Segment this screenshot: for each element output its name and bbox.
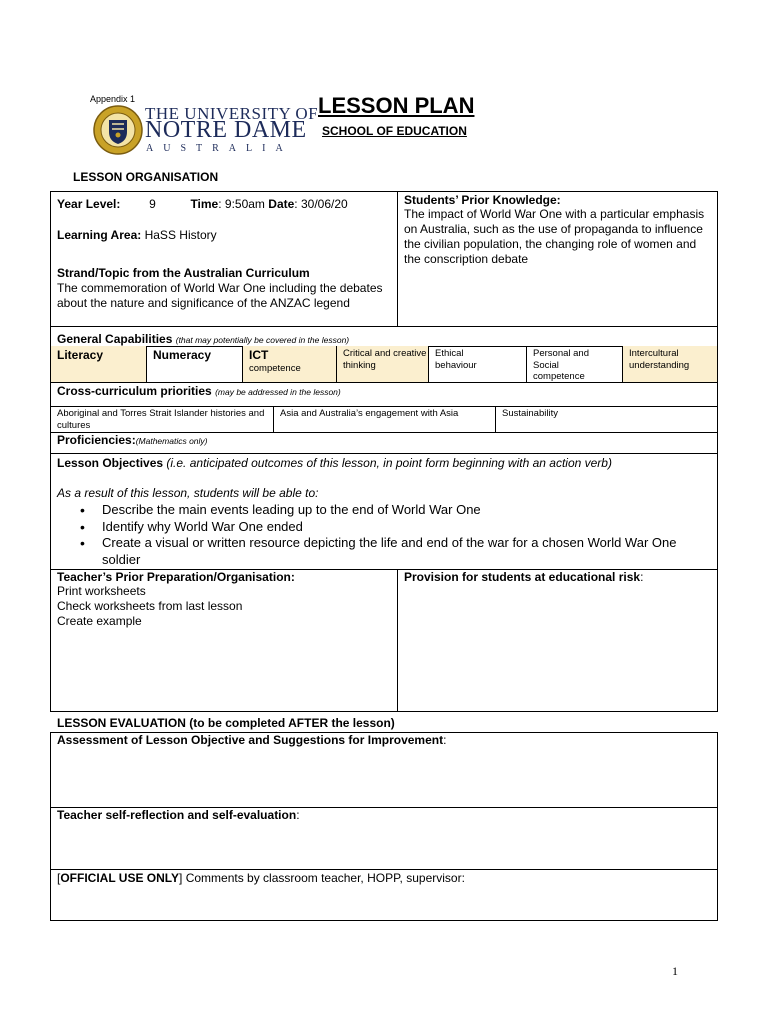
university-crest-icon <box>92 104 144 156</box>
capability-personal-social <box>527 346 623 382</box>
lesson-evaluation-table <box>50 732 718 921</box>
proficiencies-note: (Mathematics only) <box>135 436 208 446</box>
reflection-suffix: : <box>296 808 300 822</box>
capability-label: ICT <box>249 348 269 362</box>
proficiencies-heading <box>57 433 208 449</box>
capability-label: Intercultural understanding <box>629 348 690 371</box>
risk-label: Provision for students at educational risk <box>404 570 641 584</box>
risk-suffix: : <box>640 570 644 584</box>
learning-area-value: HaSS History <box>144 228 217 242</box>
preparation-list <box>57 584 242 629</box>
objectives-label: Lesson Objectives <box>57 456 164 470</box>
official-bracket: [ <box>57 871 61 885</box>
objective-item: • Describe the main events leading up to the end of World War One <box>102 502 695 519</box>
priority-sustainability: Sustainability <box>502 408 558 419</box>
priority-aboriginal: Aboriginal and Torres Strait Islander histories and cultures <box>57 408 265 431</box>
preparation-item: Print worksheets <box>57 584 146 598</box>
capability-numeracy <box>147 346 243 382</box>
priority-asia: Asia and Australia’s engagement with Asia <box>280 408 459 419</box>
preparation-item: Create example <box>57 614 142 628</box>
assessment-label: Assessment of Lesson Objective and Suggestions for Improvement <box>57 733 444 747</box>
objective-item: • Create a visual or written resource depicting the life and end of the war for a chosen World War One soldier <box>102 535 695 568</box>
capability-intercultural <box>623 346 717 382</box>
cross-curriculum-note: (may be addressed in the lesson) <box>215 387 341 397</box>
document-title: LESSON PLAN <box>318 93 475 118</box>
date-value: : 30/06/20 <box>294 197 348 211</box>
objectives-heading <box>57 456 612 471</box>
official-use-label: OFFICIAL USE ONLY <box>60 871 180 885</box>
divider <box>50 326 718 327</box>
year-level-row <box>57 197 348 212</box>
preparation-label: Teacher’s Prior Preparation/Organisation: <box>57 570 295 584</box>
cross-curriculum-label: Cross-curriculum priorities <box>57 384 212 398</box>
page-number: 1 <box>672 964 678 978</box>
prior-knowledge-label: Students’ Prior Knowledge: <box>404 193 561 207</box>
capability-label: Literacy <box>57 348 104 362</box>
objectives-note: (i.e. anticipated outcomes of this lesson, in point form beginning with an action verb) <box>166 456 612 470</box>
cross-curriculum-heading <box>57 384 341 400</box>
university-name-line1: THE UNIVERSITY OF <box>145 104 319 123</box>
strand-label: Strand/Topic from the Australian Curriculum <box>57 266 310 280</box>
learning-area-label: Learning Area: <box>57 228 142 242</box>
capability-label: Numeracy <box>153 348 212 362</box>
official-use-text: ] Comments by classroom teacher, HOPP, supervisor: <box>179 871 465 885</box>
divider <box>273 406 274 432</box>
divider <box>50 453 718 454</box>
university-name-line3: AUSTRALIA <box>146 143 293 154</box>
general-capabilities-label: General Capabilities <box>57 332 173 346</box>
assessment-heading <box>57 733 446 748</box>
capability-critical-creative <box>337 346 429 382</box>
capability-sublabel: competence <box>249 363 301 374</box>
reflection-label: Teacher self-reflection and self-evaluation <box>57 808 297 822</box>
divider <box>50 382 718 383</box>
learning-area-row <box>57 228 217 243</box>
assessment-suffix: : <box>443 733 447 747</box>
time-label: Time <box>190 197 219 211</box>
year-level-value: 9 <box>149 197 156 211</box>
general-capabilities-note: (that may potentially be covered in the lesson) <box>175 335 350 345</box>
capability-ethical <box>429 346 527 382</box>
proficiencies-label: Proficiencies: <box>57 433 136 447</box>
year-level-label: Year Level: <box>57 197 121 211</box>
preparation-item: Check worksheets from last lesson <box>57 599 243 613</box>
capability-label: Personal and Social competence <box>533 348 589 382</box>
lesson-evaluation-heading: LESSON EVALUATION (to be completed AFTER the lesson) <box>57 716 395 730</box>
objectives-intro: As a result of this lesson, students will be able to: <box>57 486 319 500</box>
risk-heading <box>404 570 643 585</box>
date-label: Date <box>268 197 295 211</box>
capability-literacy <box>51 346 147 382</box>
time-value: : 9:50am <box>218 197 265 211</box>
objectives-list <box>55 502 695 568</box>
divider <box>495 406 496 432</box>
university-name-line2: NOTRE DAME <box>145 117 307 143</box>
reflection-heading <box>57 808 300 823</box>
capability-label: Critical and creative thinking <box>343 348 427 371</box>
appendix-label: Appendix 1 <box>90 94 136 104</box>
lesson-organisation-heading: LESSON ORGANISATION <box>73 170 219 184</box>
capability-ict <box>243 346 337 382</box>
strand-value: The commemoration of World War One including the debates about the nature and significance of the ANZAC legend <box>57 281 383 310</box>
divider <box>397 191 398 326</box>
divider <box>397 569 398 712</box>
document-subtitle: SCHOOL OF EDUCATION <box>322 124 467 138</box>
objective-item: • Identify why World War One ended <box>102 519 695 536</box>
divider <box>50 869 718 870</box>
divider <box>50 406 718 407</box>
official-use-heading <box>57 871 465 886</box>
capability-label: Ethical behaviour <box>435 348 477 371</box>
prior-knowledge-value: The impact of World War One with a particular emphasis on Australia, such as the use of propaganda to influence the civilian population, the changing role of women and the conscription debate <box>404 207 705 266</box>
